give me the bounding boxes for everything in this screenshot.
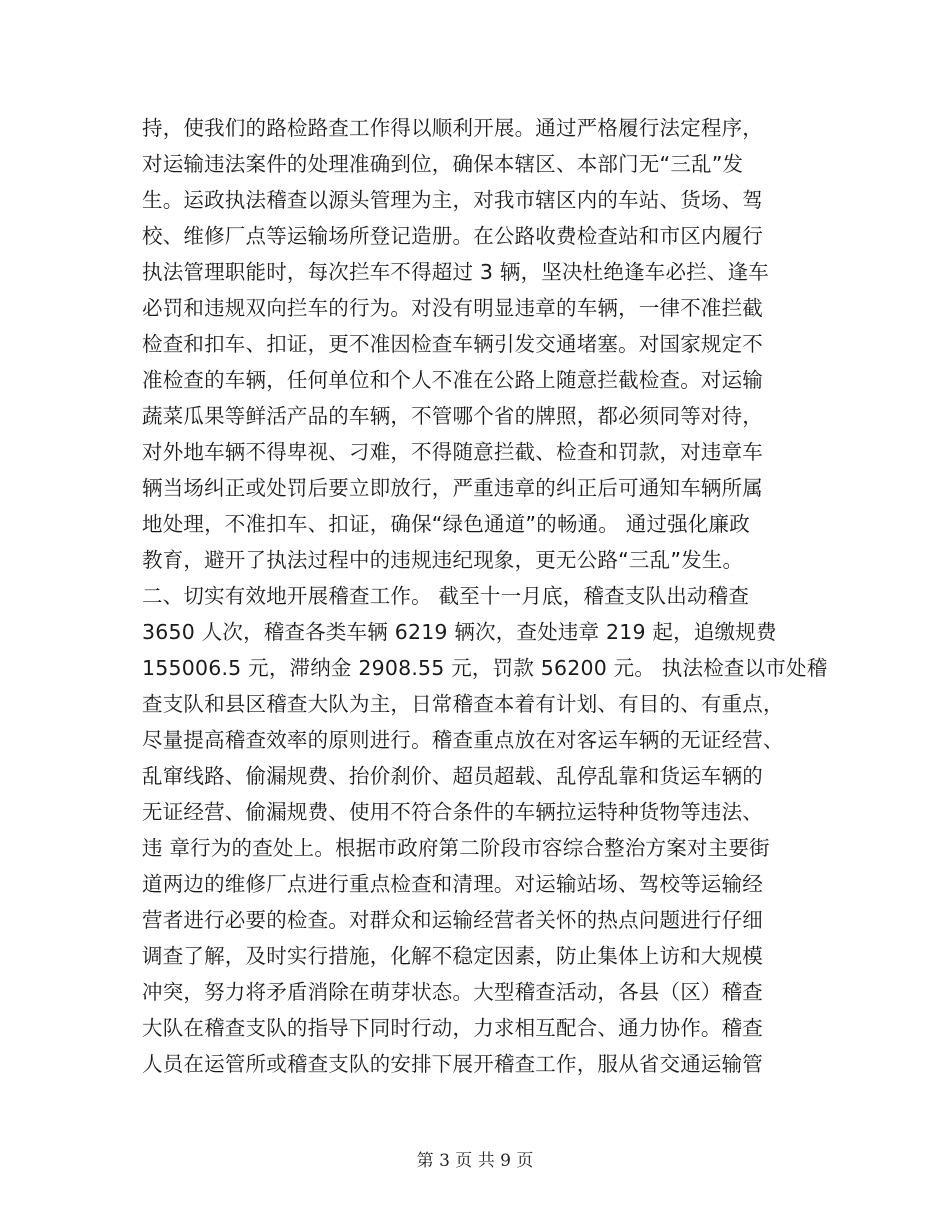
text-line: 必罚和违规双向拦车的行为。对没有明显违章的车辆，一律不准拦截 (142, 296, 763, 320)
text-line: 持，使我们的路检路查工作得以顺利开展。通过严格履行法定程序， (142, 116, 763, 140)
text-line: 生。运政执法稽查以源头管理为主，对我市辖区内的车站、货场、驾 (142, 188, 763, 212)
text-line: 对运输违法案件的处理准确到位，确保本辖区、本部门无“三乱”发 (142, 152, 744, 176)
text-line: 无证经营、偷漏规费、使用不符合条件的车辆拉运特种货物等违法、 (142, 800, 763, 824)
text-line: 乱窜线路、偷漏规费、抬价刹价、超员超载、乱停乱靠和货运车辆的 (142, 764, 763, 788)
section-heading-line: 二、切实有效地开展稽查工作。 截至十一月底，稽查支队出动稽查 (142, 584, 750, 608)
text-line: 155006.5 元，滞纳金 2908.55 元，罚款 56200 元。 执法检查以市处稽 (142, 656, 828, 680)
text-line: 尽量提高稽查效率的原则进行。稽查重点放在对客运车辆的无证经营、 (142, 728, 784, 752)
text-line: 营者进行必要的检查。对群众和运输经营者关怀的热点问题进行仔细 (142, 908, 763, 932)
text-line: 冲突，努力将矛盾消除在萌芽状态。大型稽查活动，各县（区）稽查 (142, 980, 763, 1004)
page-number-footer: 第 3 页 共 9 页 (416, 1151, 534, 1171)
body-text (142, 110, 828, 1082)
text-line: 检查和扣车、扣证，更不准因检查车辆引发交通堵塞。对国家规定不 (142, 332, 763, 356)
text-line: 3650 人次，稽查各类车辆 6219 辆次，查处违章 219 起，追缴规费 (142, 620, 777, 644)
text-line: 道两边的维修厂点进行重点检查和清理。对运输站场、驾校等运输经 (142, 872, 763, 896)
text-line: 大队在稽查支队的指导下同时行动，力求相互配合、通力协作。稽查 (142, 1016, 763, 1040)
text-line: 辆当场纠正或处罚后要立即放行，严重违章的纠正后可通知车辆所属 (142, 476, 763, 500)
text-line: 查支队和县区稽查大队为主，日常稽查本着有计划、有目的、有重点， (142, 692, 784, 716)
text-line: 蔬菜瓜果等鲜活产品的车辆，不管哪个省的牌照，都必须同等对待， (142, 404, 763, 428)
text-line: 违 章行为的查处上。根据市政府第二阶段市容综合整治方案对主要街 (142, 836, 770, 860)
text-line: 执法管理职能时，每次拦车不得超过 3 辆，坚决杜绝逢车必拦、逢车 (142, 260, 769, 284)
text-line: 对外地车辆不得卑视、刁难，不得随意拦截、检查和罚款，对违章车 (142, 440, 763, 464)
text-line: 地处理，不准扣车、扣证，确保“绿色通道”的畅通。 通过强化廉政 (142, 512, 750, 536)
text-line: 人员在运管所或稽查支队的安排下展开稽查工作，服从省交通运输管 (142, 1052, 763, 1076)
text-line: 校、维修厂点等运输场所登记造册。在公路收费检查站和市区内履行 (142, 224, 763, 248)
text-line: 准检查的车辆，任何单位和个人不准在公路上随意拦截检查。对运输 (142, 368, 763, 392)
text-line: 调查了解，及时实行措施，化解不稳定因素，防止集体上访和大规模 (142, 944, 763, 968)
text-line: 教育，避开了执法过程中的违规违纪现象，更无公路“三乱”发生。 (142, 548, 744, 572)
